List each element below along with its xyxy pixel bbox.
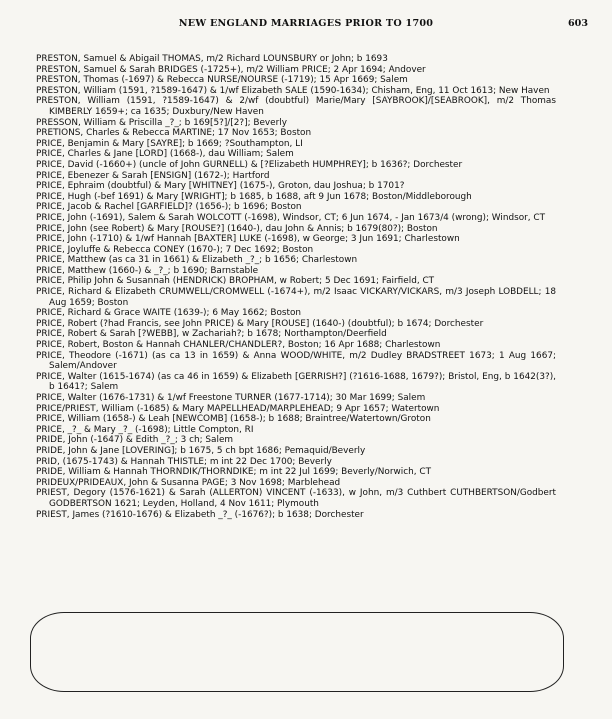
page-number: 603: [567, 18, 588, 29]
marriage-entry: PRIDE, William & Hannah THORNDIK/THORNDIKE; m int 22 Jul 1699; Beverly/Norwich, CT: [36, 467, 432, 478]
marriage-entry: PRESSON, William & Priscilla _?_; b 169[5?]/[2?]; Beverly: [36, 117, 288, 128]
marriage-entry: PRICE, William (1658-) & Leah [NEWCOMB] (1658-); b 1688; Braintree/Watertown/Groton: [36, 414, 431, 425]
marriage-entry: PRIEST, James (?1610-1676) & Elizabeth _?_ (-1676?); b 1638; Dorchester: [36, 509, 364, 520]
marriage-entry: PRIDE, John (-1647) & Edith _?_; 3 ch; Salem: [36, 435, 234, 446]
marriage-entry: PRICE, Matthew (1660-) & _?_; b 1690; Barnstable: [36, 265, 259, 276]
marriage-entry: PRID, (1675-1743) & Hannah THISTLE; m int 22 Dec 1700; Beverly: [36, 456, 332, 467]
marriage-entry: PRETIONS, Charles & Rebecca MARTINE; 17 Nov 1653; Boston: [36, 128, 312, 139]
marriage-entry: PRESTON, Thomas (-1697) & Rebecca NURSE/NOURSE (-1719); 15 Apr 1669; Salem: [36, 75, 408, 86]
marriage-entry: PRESTON, William (1591, ?1589-1647) & 1/wf Elizabeth SALE (1590-1634); Chisham, Eng, 11 Oct 1613; New Haven: [36, 85, 550, 96]
marriage-entry: PRICE, Jacob & Rachel [GARFIELD]? (1656-); b 1696; Boston: [36, 202, 302, 213]
marriage-entry: PRICE, Walter (1676-1731) & 1/wf Freestone TURNER (1677-1714); 30 Mar 1699; Salem: [36, 393, 426, 403]
marriage-entry: PRICE, John (-1691), Salem & Sarah WOLCOTT (-1698), Windsor, CT; 6 Jun 1674, - Jan 1673/4 (wrong); Windsor, CT: [36, 212, 546, 223]
marriage-entry: PRICE, Robert, Boston & Hannah CHANLER/CHANDLER?, Boston; 16 Apr 1688; Charlestown: [36, 340, 441, 351]
marriage-entry: PRICE, Charles & Jane [LORD] (1668-), dau William; Salem: [36, 149, 294, 160]
marriage-entry: PRICE, Ephraim (doubtful) & Mary [WHITNEY] (1675-), Groton, dau Joshua; b 1701?: [36, 181, 405, 192]
marriage-entry: PRICE, Joyluffe & Rebecca CONEY (1670-); 7 Dec 1692; Boston: [36, 244, 314, 255]
marriage-entry: PRICE, Philip John & Susannah (HENDRICK) BROPHAM, w Robert; 5 Dec 1691; Fairfield, CT: [36, 276, 435, 287]
marriage-entry: PRESTON, Samuel & Abigail THOMAS, m/2 Richard LOUNSBURY or John; b 1693: [36, 54, 388, 64]
marriage-entry: PRICE, Ebenezer & Sarah [ENSIGN] (1672-); Hartford: [36, 170, 270, 181]
marriage-entry: PRICE, Robert & Sarah [?WEBB], w Zachariah?; b 1678; Northampton/Deerfield: [36, 329, 387, 340]
marriage-entry: PRICE, David (-1660+) (uncle of John GURNELL) & [?Elizabeth HUMPHREY]; b 1636?; Dorchester: [36, 159, 463, 170]
marriage-entry: PRIDE, John & Jane [LOVERING]; b 1675, 5 ch bpt 1686; Pemaquid/Beverly: [36, 445, 366, 456]
marriage-entry: PRICE, John (see Robert) & Mary [ROUSE?] (1640-), dau John & Annis; b 1679(80?); Boston: [36, 223, 438, 234]
marriage-entry: PRICE, John (-1710) & 1/wf Hannah [BAXTER] LUKE (-1698), w George; 3 Jun 1691; Charlestown: [36, 234, 460, 245]
marriage-entry: PRESTON, Samuel & Sarah BRIDGES (-1725+), m/2 William PRICE; 2 Apr 1694; Andover: [36, 64, 426, 75]
marriage-entry: PRESTON, William (1591, ?1589-1647) & 2/wf (doubtful) Marie/Mary [SAYBROOK]/[SEABROOK], m/2 Thomas KIMBERLY 1659+; ca 1635; Duxbury/New Haven: [36, 96, 556, 117]
marriage-entry: PRICE, Hugh (-bef 1691) & Mary [WRIGHT]; b 1685, b 1688, aft 9 Jun 1678; Boston/Middleborough: [36, 191, 472, 202]
marriage-entry: PRICE, Richard & Grace WAITE (1639-); 6 May 1662; Boston: [36, 308, 302, 319]
marriage-entry: PRICE, Richard & Elizabeth CRUMWELL/CROMWELL (-1674+), m/2 Isaac VICKARY/VICKARS, m/3 Joseph LOBDELL; 18 Aug 1659; Boston: [36, 287, 556, 308]
marriage-entry: PRICE, Walter (1615-1674) (as ca 46 in 1659) & Elizabeth [GERRISH?] (?1616-1688, 1679?); Bristol, Eng, b 1642(3?), b 1641?; Salem: [36, 371, 556, 393]
marriage-entry: PRICE, _?_ & Mary _?_ (-1698); Little Compton, RI: [36, 424, 254, 435]
page-title: NEW ENGLAND MARRIAGES PRIOR TO 1700: [178, 18, 434, 29]
hand-drawn-circle-annotation: [30, 612, 564, 692]
marriage-entry: PRICE, Matthew (as ca 31 in 1661) & Elizabeth _?_; b 1656; Charlestown: [36, 255, 358, 266]
marriage-entry: PRIDEUX/PRIDEAUX, John & Susanna PAGE; 3 Nov 1698; Marblehead: [36, 477, 341, 488]
marriage-entry: PRICE, Theodore (-1671) (as ca 13 in 1659) & Anna WOOD/WHITE, m/2 Dudley BRADSTREET 1673; 1 Aug 1667; Salem/Andover: [36, 350, 556, 372]
marriage-entry: PRIEST, Degory (1576-1621) & Sarah (ALLERTON) VINCENT (-1633), w John, m/3 Cuthbert CUTHBERTSON/Godbert GODBERTSON 1621; Leyden, Holland, 4 Nov 1611; Plymouth: [36, 488, 556, 509]
marriage-entries: [36, 54, 556, 520]
marriage-entry: PRICE, Benjamin & Mary [SAYRE]; b 1669; ?Southampton, LI: [36, 138, 303, 149]
page-header: [0, 18, 612, 32]
marriage-entry: PRICE, Robert (?had Francis, see John PRICE) & Mary [ROUSE] (1640-) (doubtful); b 1674; Dorchester: [36, 318, 484, 329]
marriage-entry: PRICE/PRIEST, William (-1685) & Mary MAPELLHEAD/MARPLEHEAD; 9 Apr 1657; Watertown: [36, 403, 440, 414]
